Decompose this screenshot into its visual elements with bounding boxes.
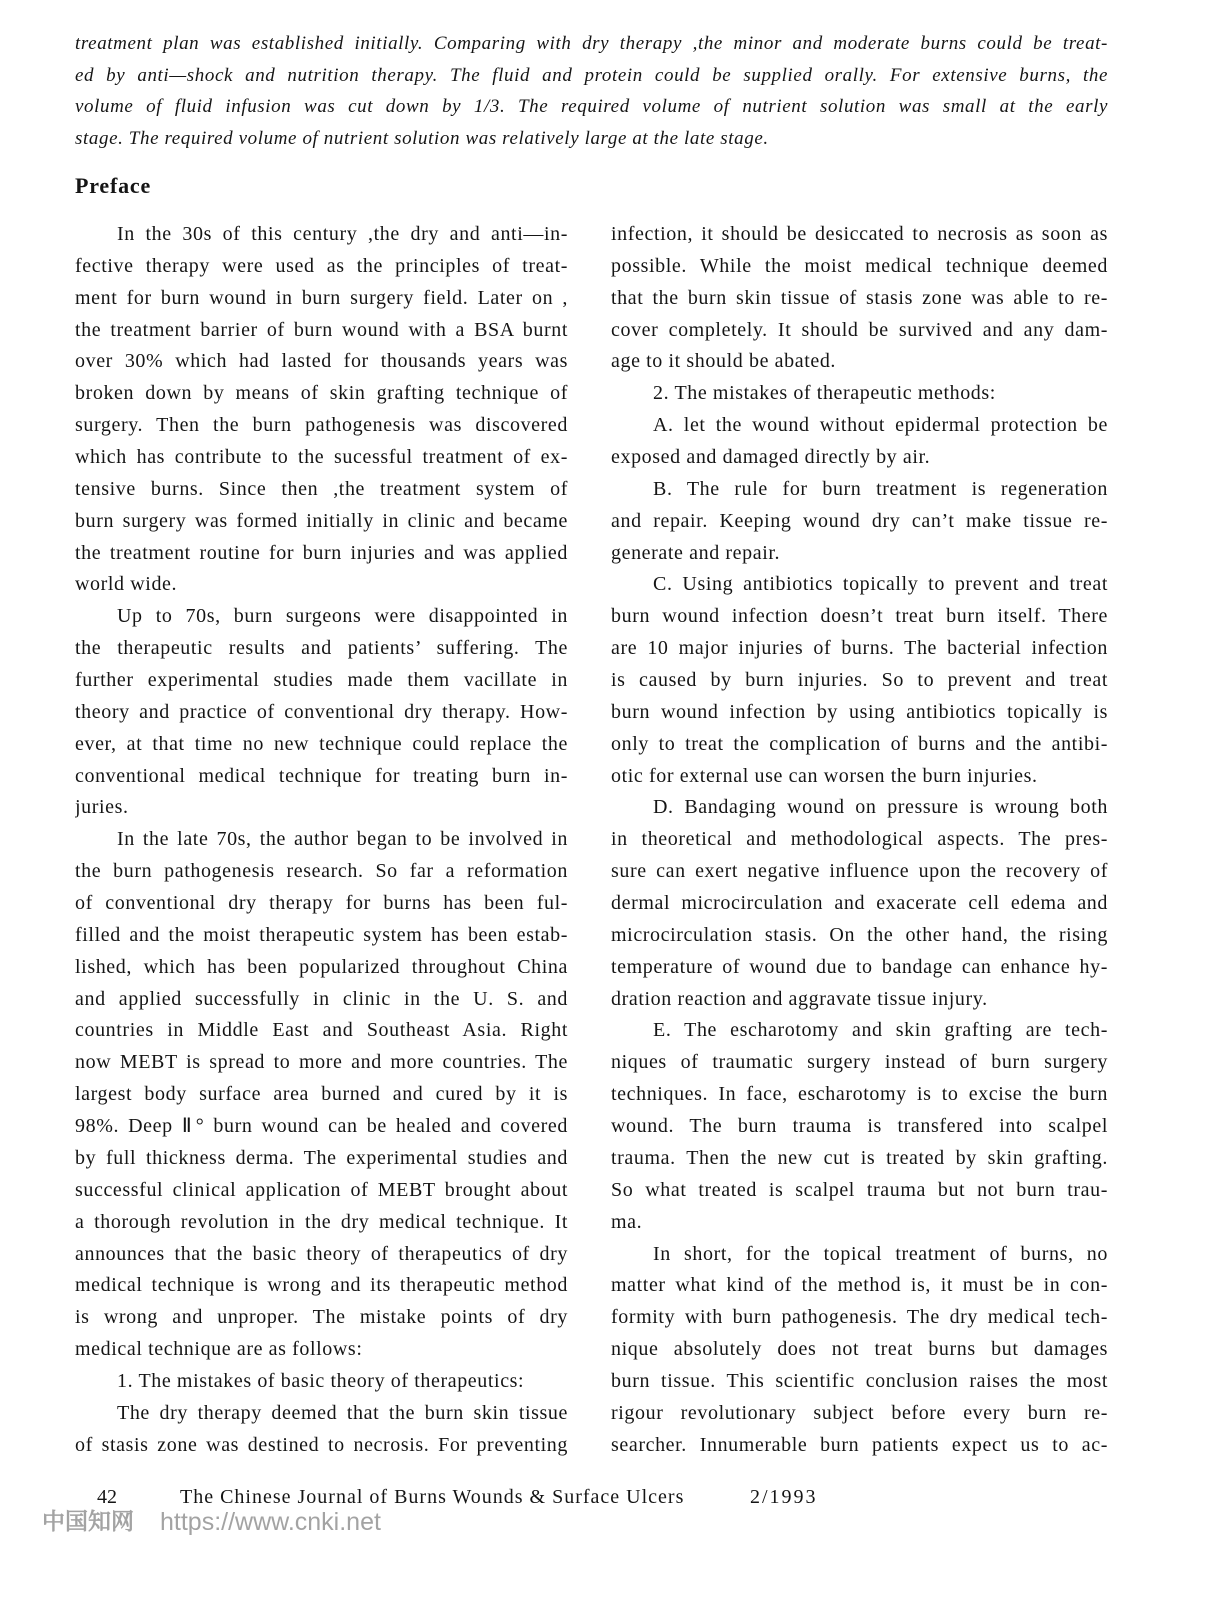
text-line: In the late 70s, the author began to be involved in: [117, 828, 568, 851]
abstract-line: volume of fluid infusion was cut down by 1/3. The required volume of nutrient solution was small at the early: [75, 96, 1108, 118]
text-line: ment for burn wound in burn surgery field. Later on ,: [75, 286, 568, 309]
text-line: dermal microcirculation and exacerate cell edema and: [611, 892, 1108, 915]
text-line: dration reaction and aggravate tissue injury.: [611, 987, 988, 1010]
text-line: searcher. Innumerable burn patients expect us to ac-: [611, 1433, 1108, 1456]
text-line: ma.: [611, 1210, 643, 1233]
watermark-url: https://www.cnki.net: [160, 1508, 381, 1536]
text-line: temperature of wound due to bandage can enhance hy-: [611, 955, 1108, 978]
text-line: 1. The mistakes of basic theory of therapeutics:: [117, 1369, 525, 1392]
text-line: countries in Middle East and Southeast Asia. Right: [75, 1019, 568, 1042]
text-line: medical technique is wrong and its therapeutic method: [75, 1274, 568, 1297]
text-line: world wide.: [75, 573, 178, 596]
text-line: theory and practice of conventional dry therapy. How-: [75, 700, 568, 723]
abstract-line: stage. The required volume of nutrient solution was relatively large at the late stage.: [75, 128, 769, 150]
text-line: D. Bandaging wound on pressure is wroung both: [653, 796, 1108, 819]
text-line: tensive burns. Since then ,the treatment system of: [75, 477, 568, 500]
paragraph: [611, 474, 1108, 570]
paragraph: [611, 1015, 1108, 1238]
paragraph: [75, 219, 568, 601]
abstract-line: ed by anti—shock and nutrition therapy. The fluid and protein could be supplied orally. For extensive burns, the: [75, 64, 1108, 86]
text-line: juries.: [75, 796, 129, 819]
paragraph: [75, 1366, 568, 1398]
text-line: matter what kind of the method is, it must be in con-: [611, 1274, 1108, 1297]
text-line: age to it should be abated.: [611, 350, 837, 373]
paragraph: [611, 410, 1108, 474]
text-line: 98%. Deep Ⅱ° burn wound can be healed and covered: [75, 1115, 568, 1138]
text-line: otic for external use can worsen the burn injuries.: [611, 764, 1038, 787]
paragraph: [75, 601, 568, 824]
text-line: are 10 major injuries of burns. The bacterial infection: [611, 637, 1108, 660]
text-line: of stasis zone was destined to necrosis. For preventing: [75, 1433, 568, 1456]
text-line: surgery. Then the burn pathogenesis was discovered: [75, 414, 568, 437]
text-line: broken down by means of skin grafting technique of: [75, 382, 568, 405]
text-line: rigour revolutionary subject before every burn re-: [611, 1401, 1108, 1424]
text-line: trauma. Then the new cut is treated by skin grafting.: [611, 1146, 1108, 1169]
paragraph: [611, 792, 1108, 1015]
text-line: ever, at that time no new technique could replace the: [75, 732, 568, 755]
right-column: [611, 219, 1108, 1462]
abstract-block: [75, 28, 1108, 155]
text-line: a thorough revolution in the dry medical technique. It: [75, 1210, 568, 1233]
text-line: medical technique are as follows:: [75, 1338, 363, 1361]
text-line: successful clinical application of MEBT brought about: [75, 1178, 568, 1201]
paragraph: [611, 1239, 1108, 1462]
text-line: over 30% which had lasted for thousands years was: [75, 350, 568, 373]
text-line: further experimental studies made them vacillate in: [75, 669, 568, 692]
text-line: exposed and damaged directly by air.: [611, 446, 931, 469]
text-line: In the 30s of this century ,the dry and anti—in-: [117, 223, 568, 245]
text-line: by full thickness derma. The experimental studies and: [75, 1146, 568, 1169]
paragraph: [75, 1398, 568, 1462]
text-line: which has contribute to the sucessful treatment of ex-: [75, 446, 568, 469]
text-line: Up to 70s, burn surgeons were disappointed in: [117, 605, 568, 628]
text-line: the treatment barrier of burn wound with a BSA burnt: [75, 318, 568, 341]
text-line: nique absolutely does not treat burns but damages: [611, 1338, 1108, 1361]
text-line: techniques. In face, escharotomy is to excise the burn: [611, 1083, 1108, 1106]
text-line: the treatment routine for burn injuries and was applied: [75, 541, 568, 564]
text-line: B. The rule for burn treatment is regeneration: [653, 477, 1108, 500]
text-line: microcirculation stasis. On the other hand, the rising: [611, 923, 1108, 946]
text-line: burn wound infection doesn’t treat burn itself. There: [611, 605, 1108, 628]
text-line: burn surgery was formed initially in clinic and became: [75, 509, 568, 532]
text-line: and repair. Keeping wound dry can’t make tissue re-: [611, 509, 1108, 532]
text-line: of conventional dry therapy for burns has been ful-: [75, 892, 568, 915]
paragraph: [611, 219, 1108, 378]
text-line: The dry therapy deemed that the burn skin tissue: [117, 1401, 568, 1424]
text-line: the therapeutic results and patients’ suffering. The: [75, 637, 568, 660]
paragraph: [611, 569, 1108, 792]
text-line: in theoretical and methodological aspects. The pres-: [611, 828, 1108, 851]
text-line: wound. The burn trauma is transfered into scalpel: [611, 1115, 1108, 1138]
text-line: C. Using antibiotics topically to prevent and treat: [653, 573, 1108, 596]
section-heading: Preface: [75, 173, 152, 198]
text-line: possible. While the moist medical technique deemed: [611, 254, 1108, 277]
text-line: now MEBT is spread to more and more countries. The: [75, 1051, 568, 1074]
text-line: formity with burn pathogenesis. The dry medical tech-: [611, 1306, 1108, 1329]
text-line: announces that the basic theory of therapeutics of dry: [75, 1242, 568, 1265]
text-line: that the burn skin tissue of stasis zone was able to re-: [611, 286, 1108, 309]
paragraph: [75, 824, 568, 1366]
text-line: the burn pathogenesis research. So far a reformation: [75, 860, 568, 883]
text-line: So what treated is scalpel trauma but not burn trau-: [611, 1178, 1108, 1201]
text-line: lished, which has been popularized throughout China: [75, 955, 568, 978]
text-line: and applied successfully in clinic in the U. S. and: [75, 987, 568, 1010]
page-number: 42: [97, 1486, 117, 1508]
text-line: conventional medical technique for treating burn in-: [75, 764, 568, 787]
text-line: largest body surface area burned and cured by it is: [75, 1083, 568, 1106]
text-line: infection, it should be desiccated to necrosis as soon as: [611, 223, 1108, 245]
text-line: generate and repair.: [611, 541, 781, 564]
text-line: fective therapy were used as the principles of treat-: [75, 254, 568, 277]
text-line: cover completely. It should be survived and any dam-: [611, 318, 1108, 341]
text-line: niques of traumatic surgery instead of burn surgery: [611, 1051, 1108, 1074]
text-line: 2. The mistakes of therapeutic methods:: [653, 382, 996, 405]
text-line: is wrong and unproper. The mistake points of dry: [75, 1306, 568, 1329]
text-line: only to treat the complication of burns and the antibi-: [611, 732, 1108, 755]
left-column: [75, 219, 568, 1462]
text-line: sure can exert negative influence upon the recovery of: [611, 860, 1108, 883]
text-line: A. let the wound without epidermal protection be: [653, 414, 1108, 437]
paragraph: [611, 378, 1108, 410]
journal-title: The Chinese Journal of Burns Wounds & Surface Ulcers: [180, 1486, 685, 1508]
issue-number: 2/1993: [750, 1486, 818, 1508]
text-line: burn wound infection by using antibiotics topically is: [611, 700, 1108, 723]
text-line: filled and the moist therapeutic system has been estab-: [75, 923, 568, 946]
abstract-line: treatment plan was established initially. Comparing with dry therapy ,the minor and moderate burns could be treat-: [75, 33, 1108, 54]
text-line: In short, for the topical treatment of burns, no: [653, 1242, 1108, 1265]
text-line: burn tissue. This scientific conclusion raises the most: [611, 1369, 1108, 1392]
text-line: E. The escharotomy and skin grafting are tech-: [653, 1019, 1108, 1042]
watermark-logo: 中国知网: [42, 1509, 134, 1535]
text-line: is caused by burn injuries. So to prevent and treat: [611, 669, 1108, 692]
